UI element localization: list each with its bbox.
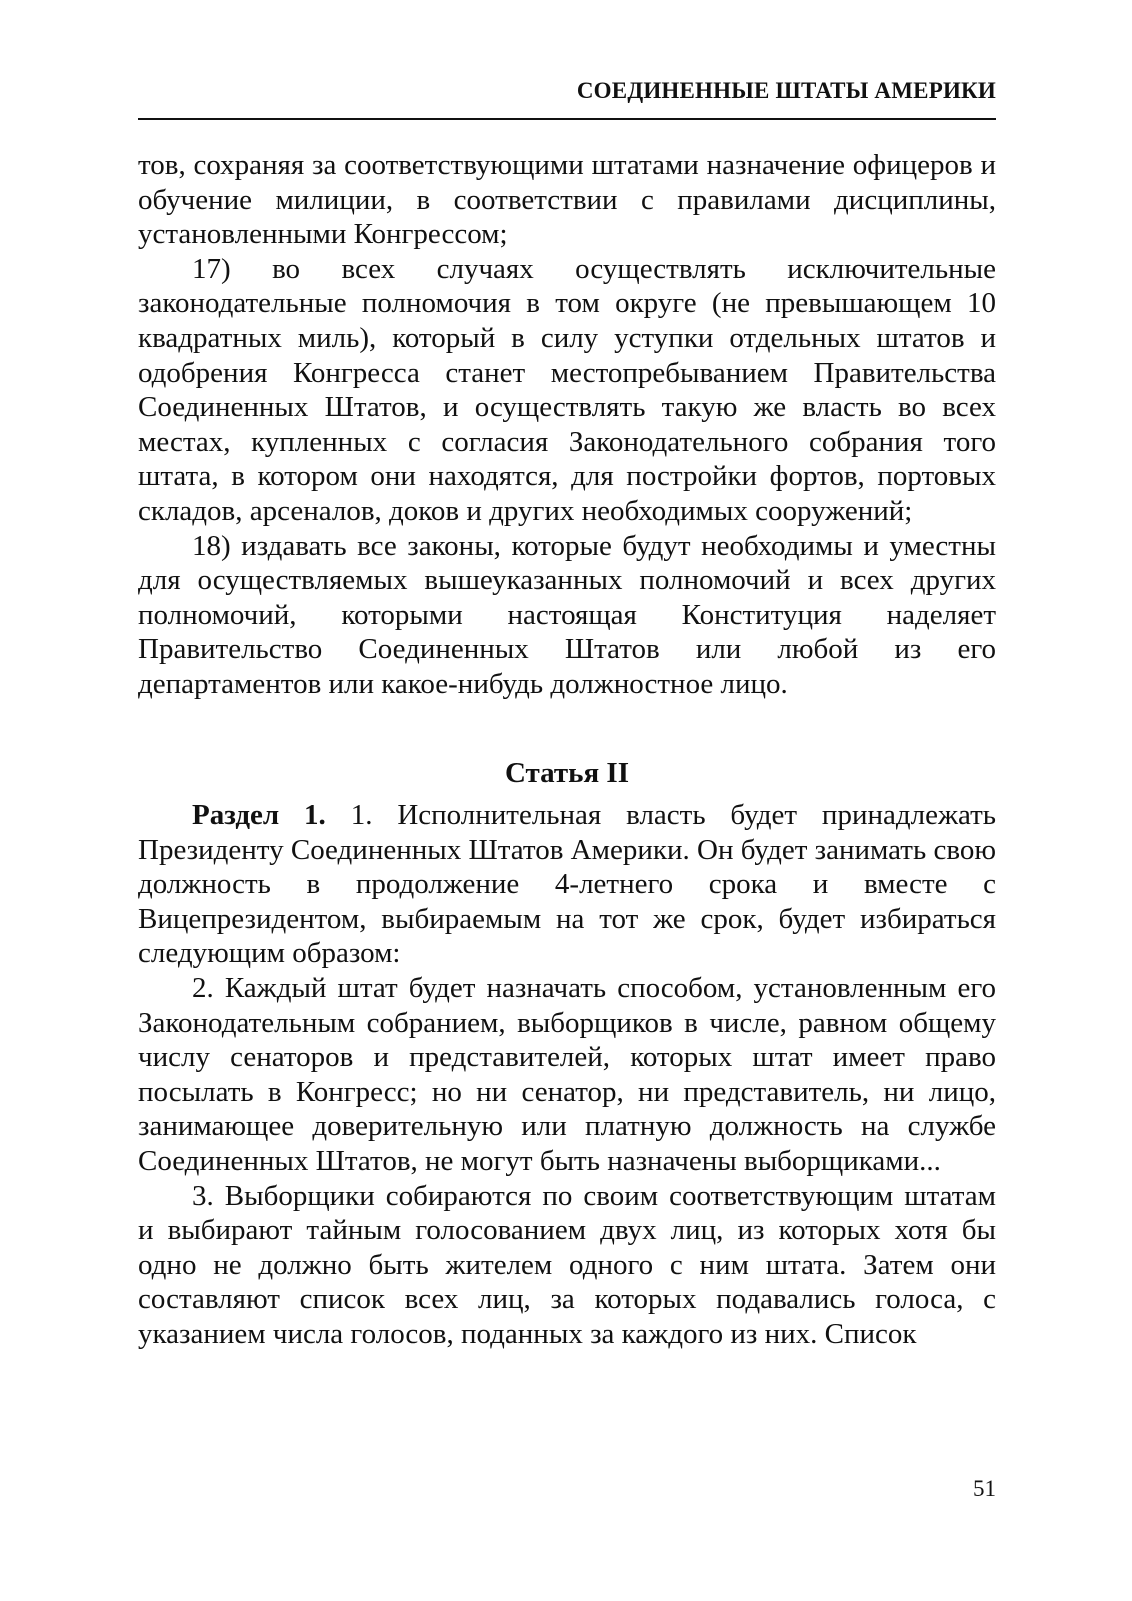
page-number: 51 (973, 1476, 996, 1501)
header-rule (138, 118, 996, 120)
body-text (138, 148, 996, 1352)
paragraph-item-18: 18) издавать все законы, которые будут необходимы и уместны для осуществляемых вышеуказанных полномочий и всех других полномочий, которыми настоящая Конституция наделяет Правительство Соединенных Штатов или любой из его департаментов или какое-нибудь должностное лицо. (138, 529, 996, 700)
article-heading: Статья II (504, 756, 629, 789)
paragraph-clause-3: 3. Выборщики собираются по своим соответствующим штатам и выбирают тайным голосованием двух лиц, из которых хотя бы одно не должно быть жителем одного с ним штата. Затем они составляют список всех лиц, за которых подавались голоса, с указанием числа голосов, поданных за каждого из них. Список (138, 1179, 996, 1350)
running-title: СОЕДИНЕННЫЕ ШТАТЫ АМЕРИКИ (576, 78, 996, 103)
paragraph-clause-2: 2. Каждый штат будет назначать способом, установленным его Законодательным собранием, выборщиков в числе, равном общему числу сенаторов и представителей, которых штат имеет право посылать в Конгресс; но ни сенатор, ни представитель, ни лицо, занимающее доверительную или платную должность на службе Соединенных Штатов, не могут быть назначены выборщиками... (138, 972, 996, 1178)
document-page (138, 0, 996, 1601)
section-label: Раздел 1. (192, 799, 326, 832)
section-1-text: 1. Исполнительная власть будет принадлежать Президенту Соединенных Штатов Америки. Он будет занимать свою должность в продолжение 4-летнего срока и вместе с Вицепрезидентом, выбираемым на тот же срок, будет избираться следующим образом: (138, 799, 997, 970)
paragraph-section-1 (138, 798, 996, 971)
paragraph-item-17: 17) во всех случаях осуществлять исключительные законодательные полномочия в том округе (не превышающем 10 квадратных миль), который в силу уступки отдельных штатов и одобрения Конгресса станет местопребыванием Правительства Соединенных Штатов, и осуществлять такую же власть во всех местах, купленных с согласия Законодательного собрания того штата, в котором они находятся, для постройки фортов, портовых складов, арсеналов, доков и других необходимых сооружений; (138, 252, 996, 527)
paragraph-continuation: тов, сохраняя за соответствующими штатами назначение офицеров и обучение милиции, в соответствии с правилами дисциплины, установленными Конгрессом; (138, 149, 996, 251)
